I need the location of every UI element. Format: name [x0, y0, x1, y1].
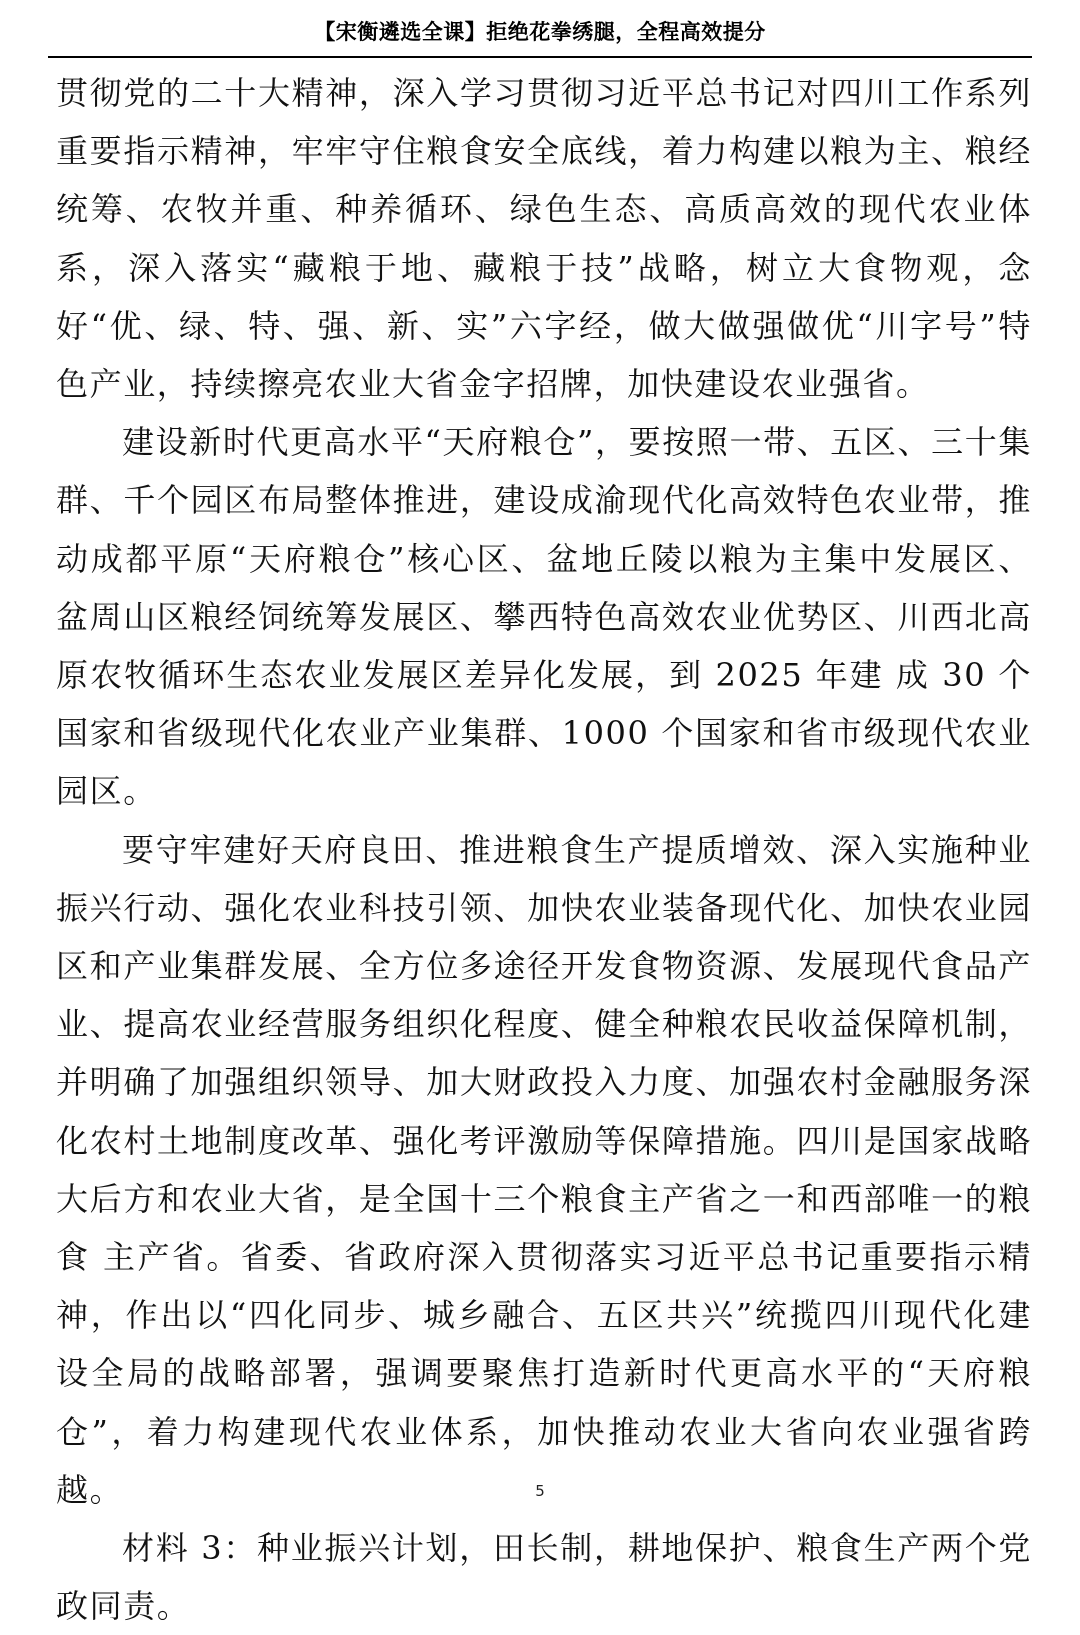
page-header-title: 【宋衡遴选全课】拒绝花拳绣腿，全程高效提分 [314, 20, 766, 44]
paragraph-tianfu-granary: 建设新时代更高水平“天府粮仓”，要按照一带、五区、三十集群、千个园区布局整体推进，建设成渝现代化高效特色农业带，推动成都平原“天府粮仓”核心区、盆地丘陵以粮为主集中发展区、盆周山区粮经饲统筹发展区、攀西特色高效农业优势区、川西北高原农牧循环生态农业发展区差异化发展，到 2025 年建 成 30 个国家和省级现代化农业产业集群、1000 个国家和省市级现代农业园区。 [56, 423, 1032, 811]
paragraph-material-3: 材料 3：种业振兴计划，田长制，耕地保护、粮食生产两个党政同责。 [56, 1529, 1032, 1626]
paragraph-continuation: 贯彻党的二十大精神，深入学习贯彻习近平总书记对四川工作系列重要指示精神，牢牢守住粮食安全底线，着力构建以粮为主、粮经统筹、农牧并重、种养循环、绿色生态、高质高效的现代农业体系，深入落实“藏粮于地、藏粮于技”战略，树立大食物观，念好“优、绿、特、强、新、实”六字经，做大做强做优“川字号”特色产业，持续擦亮农业大省金字招牌，加快建设农业强省。 [56, 74, 1032, 404]
paragraph-measures: 要守牢建好天府良田、推进粮食生产提质增效、深入实施种业振兴行动、强化农业科技引领、加快农业装备现代化、加快农业园区和产业集群发展、全方位多途径开发食物资源、发展现代食品产业、提高农业经营服务组织化程度、健全种粮农民收益保障机制，并明确了加强组织领导、加大财政投入力度、加强农村金融服务深化农村土地制度改革、强化考评激励等保障措施。四川是国家战略大后方和农业大省，是全国十三个粮食主产省之一和西部唯一的粮食 主产省。省委、省政府深入贯彻落实习近平总书记重要指示精神，作出以“四化同步、城乡融合、五区共兴”统揽四川现代化建设全局的战略部署，强调要聚焦打造新时代更高水平的“天府粮仓”，着力构建现代农业体系，加快推动农业大省向农业强省跨越。 [56, 830, 1032, 1509]
document-body [56, 64, 1032, 1635]
header-divider [48, 56, 1032, 58]
page-number: 5 [535, 1482, 545, 1500]
